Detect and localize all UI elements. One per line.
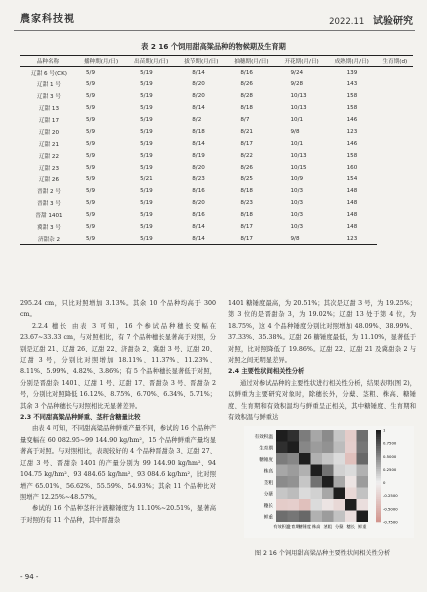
- paragraph: 由表 4 可知，不同甜高粱品种鲜重产量不同，参试的 16 个品种产量变幅在 60 082.95~99 144.90 kg/hm²，15 个品种鲜重产量均显著高于对照。与对照相比，表现较好的 4 个品种晋甜杂 3、辽甜 27、辽甜 3 号、晋甜杂 1401 的产量分别为 99 144.90 kg/hm²、94 104.75 kg/hm²、93 484.65 kg/hm²、93 084.6 kg/hm²，比对照增产 65.01%、56.62%、55.59%、54.93%；其余 11 个品种比对照增产 12.25%~48.57%。: [20, 425, 216, 501]
- color-scale-segment: [376, 471, 381, 474]
- table-cell: 123: [346, 128, 358, 135]
- issue-date: 2022.11: [329, 17, 365, 27]
- color-scale-segment: [376, 455, 381, 458]
- heatmap-cell: [322, 430, 334, 442]
- heatmap-row-label: 糖锤度: [259, 458, 273, 464]
- heatmap-row-label: 生育期: [259, 446, 273, 452]
- section-heading: 2.4 主要性状间相关性分析: [228, 368, 305, 376]
- table-cell: 8/23: [240, 200, 253, 207]
- heatmap-cell: [276, 488, 288, 500]
- table-cell: 5/19: [140, 69, 153, 76]
- variety-name-cell: 辽甜 22: [38, 153, 60, 160]
- table-cell: 5/9: [86, 128, 96, 135]
- heatmap-cell: [334, 499, 346, 511]
- color-scale-label: -0.5000: [383, 506, 398, 512]
- heatmap-cell: [299, 511, 311, 523]
- table-cell: 10/13: [290, 93, 307, 100]
- table-cell: 5/9: [86, 140, 96, 147]
- table-cell: 139: [346, 69, 358, 76]
- heatmap-cell: [357, 465, 369, 477]
- table-cell: 8/18: [240, 105, 253, 112]
- left-column: [20, 298, 216, 526]
- color-scale-segment: [376, 465, 381, 468]
- table-cell: 8/18: [240, 212, 253, 219]
- paragraph: 2.2.4 穗长 由表 3 可知，16 个参试品种穗长变幅在 23.67~33.33 cm，与对照相比，有 7 个品种穗长显著高于对照，分别是辽甜 21、辽甜 26、辽甜 22、济甜杂 2、冀甜 3 号、辽甜 20、辽甜 3 号，分别比对照增加 18.11%、11.37%、11.23%、8.11%、5.99%、4.82%、3.86%；有 5 个品种穗长显著低于对照，分别是晋甜杂 1401、辽甜 1 号、辽甜 17、晋甜杂 3 号、晋甜杂 2 号，分别比对照降低 16.12%、8.75%、6.70%、6.34%、5.71%；其余 3 个品种穗长与对照相比无显著差异。: [20, 322, 216, 410]
- color-scale-segment: [376, 432, 381, 435]
- heatmap-col-label: 株高: [312, 524, 321, 529]
- column-header: 播种期(月/日): [76, 56, 126, 67]
- table-cell: 5/21: [140, 176, 153, 183]
- heatmap-col-label: 穗长: [346, 524, 355, 529]
- heatmap-cell: [299, 499, 311, 511]
- heatmap-cell: [334, 465, 346, 477]
- table-cell: 10/9: [290, 176, 304, 183]
- heatmap-row-label: 株高: [263, 469, 273, 475]
- table-cell: 154: [346, 176, 358, 183]
- variety-name-cell: 晋甜 2 号: [37, 189, 61, 196]
- table-cell: 148: [346, 224, 358, 231]
- color-scale-segment: [376, 499, 381, 502]
- heatmap-cell: [357, 430, 369, 442]
- heatmap-cell: [288, 511, 300, 523]
- heatmap-cell: [345, 442, 357, 454]
- heatmap-cell: [276, 465, 288, 477]
- table-cell: 8/23: [192, 176, 205, 183]
- column-header: 品种名称: [20, 56, 76, 67]
- color-scale-segment: [376, 451, 381, 454]
- color-scale-segment: [376, 494, 381, 497]
- table-cell: 8/16: [240, 69, 253, 76]
- color-scale-segment: [376, 446, 381, 449]
- variety-name-cell: 辽甜 1 号: [37, 82, 61, 89]
- table-cell: 8/7: [240, 117, 250, 123]
- heatmap-row-label: 穗长: [263, 504, 273, 510]
- heatmap-cell: [288, 465, 300, 477]
- heatmap-cell: [311, 430, 323, 442]
- table-cell: 5/9: [86, 69, 96, 76]
- color-scale-segment: [376, 511, 381, 514]
- color-scale-segment: [376, 476, 381, 479]
- variety-name-cell: 辽甜 26: [38, 177, 60, 184]
- paragraph: 295.24 cm，只比对照增加 3.13%。其余 10 个品种均高于 300 cm。: [20, 300, 216, 319]
- heatmap-col-label: 茎粗: [323, 524, 332, 529]
- table-row: [20, 102, 413, 114]
- table-row: [20, 78, 413, 90]
- table-cell: 9/24: [290, 69, 304, 76]
- table-cell: 148: [346, 188, 358, 195]
- color-scale-segment: [376, 488, 381, 491]
- table-cell: 5/9: [86, 93, 96, 100]
- heatmap-cell: [299, 430, 311, 442]
- color-scale-segment: [376, 448, 381, 451]
- table-row: [20, 90, 413, 102]
- heatmap-cell: [345, 465, 357, 477]
- variety-name-cell: 辽甜 6 号(CK): [31, 70, 67, 77]
- table-cell: 5/9: [86, 188, 96, 195]
- heatmap-cell: [322, 442, 334, 454]
- table-row: [20, 185, 413, 197]
- table-row: [20, 138, 413, 150]
- heatmap-cell: [334, 430, 346, 442]
- paragraph: 参试的 16 个品种茎秆汁液糖锤度为 11.10%~20.51%，显著高于对照的有 11 个品种，其中晋甜杂: [20, 505, 216, 524]
- heatmap-cell: [357, 442, 369, 454]
- heatmap-cell: [288, 453, 300, 465]
- table-cell: 8/17: [240, 224, 253, 231]
- heatmap-cell: [334, 511, 346, 523]
- table-cell: 10/3: [290, 224, 304, 231]
- color-scale-segment: [376, 460, 381, 463]
- color-scale-label: 1: [383, 427, 386, 433]
- heatmap-cell: [311, 488, 323, 500]
- color-scale-segment: [376, 439, 381, 442]
- figure-caption: 图 2 16 个饲用甜高粱品种主要性状间相关性分析: [254, 550, 391, 557]
- heatmap-cell: [276, 499, 288, 511]
- table-cell: 8/2: [192, 117, 202, 123]
- table-cell: 10/1: [290, 117, 304, 123]
- table-cell: 10/3: [290, 200, 304, 207]
- table-cell: 8/16: [192, 212, 205, 219]
- color-scale-segment: [376, 430, 381, 433]
- table-cell: 8/14: [192, 105, 205, 112]
- table-cell: 8/18: [192, 128, 205, 135]
- variety-name-cell: 晋甜 3 号: [37, 201, 61, 208]
- heatmap-cell: [322, 488, 334, 500]
- table-cell: 8/17: [226, 233, 276, 245]
- table-cell: 8/26: [240, 164, 253, 171]
- heatmap-cell: [299, 465, 311, 477]
- heatmap-cell: [299, 488, 311, 500]
- heatmap-cell: [276, 476, 288, 488]
- column-header: 出苗期(月/日): [126, 56, 176, 67]
- table-cell: 5/19: [140, 164, 153, 171]
- color-scale-segment: [376, 492, 381, 495]
- heatmap-cell: [322, 453, 334, 465]
- heatmap-cell: [288, 442, 300, 454]
- color-scale-segment: [376, 462, 381, 465]
- heatmap-cell: [311, 442, 323, 454]
- table-cell: 158: [346, 152, 358, 159]
- heatmap-cell: [299, 453, 311, 465]
- color-scale-segment: [376, 513, 381, 516]
- heatmap-cell: [299, 476, 311, 488]
- heatmap-cell: [334, 453, 346, 465]
- table-cell: 8/20: [192, 200, 205, 207]
- color-scale-segment: [376, 483, 381, 486]
- page-number: - 94 -: [20, 573, 39, 581]
- table-cell: 10/1: [290, 140, 304, 147]
- right-column: [228, 298, 416, 423]
- table-row: [20, 114, 413, 126]
- heatmap-cell: [322, 465, 334, 477]
- table-cell: 5/19: [140, 224, 153, 231]
- color-scale-label: -0.7500: [383, 519, 398, 525]
- table-cell: 8/22: [240, 152, 253, 159]
- table-header-row: [20, 56, 413, 67]
- table-cell: 8/28: [240, 93, 253, 100]
- table-cell: 5/9: [86, 224, 96, 231]
- table-cell: 9/8: [290, 128, 300, 135]
- table-cell: 8/18: [240, 188, 253, 195]
- table-row: [20, 197, 413, 209]
- heatmap-cell: [345, 453, 357, 465]
- table-cell: 143: [346, 81, 358, 88]
- table-cell: 10/3: [290, 188, 304, 195]
- heatmap-cell: [357, 511, 369, 523]
- table-cell: 8/21: [240, 128, 253, 135]
- paragraph: 通过对参试品种的主要性状进行相关性分析，结果表明(图 2)，以鲜重为主要研究对象时，除穗长外，分蘖、茎粗、株高、糖锤度、生育期和有效积温均与鲜重呈正相关，其中糖锤度、生育期和有效积温与鲜重达: [228, 379, 416, 422]
- variety-name-cell: 冀甜 3 号: [37, 225, 61, 232]
- table-cell: 5/19: [126, 233, 176, 245]
- table-cell: 8/20: [192, 164, 205, 171]
- table-cell: 5/9: [86, 164, 96, 171]
- variety-name-cell: 晋甜 1401: [35, 213, 63, 220]
- table-cell: 5/9: [86, 105, 96, 112]
- heatmap-col-label: 生育期: [286, 524, 300, 529]
- table-cell: 10/15: [290, 164, 307, 171]
- table-cell: 5/9: [86, 176, 96, 183]
- paragraph: 1401 糖锤度最高，为 20.51%；其次是辽甜 3 号，为 19.25%；第 3 位的是晋甜杂 3，为 19.02%；辽甜 13 处于第 4 位，为 18.75%，这 4 个品种锤度分别比对照增加 48.09%、38.99%、37.33%、35.38%。辽甜 26 糖锤度最低，为 11.10%，显著低于对照，比对照降低了 19.86%。辽甜 22、辽甜 21 及冀甜杂 2 与对照之间无明显差异。: [228, 300, 416, 365]
- heatmap-cell: [322, 499, 334, 511]
- color-scale-label: 0.5000: [383, 453, 397, 459]
- color-scale-segment: [376, 501, 381, 504]
- heatmap-cell: [345, 430, 357, 442]
- heatmap-col-label: 分蘖: [335, 524, 344, 529]
- table-cell: 9/28: [290, 81, 304, 88]
- column-header: 开花期(月/日): [277, 56, 327, 67]
- table-cell: 148: [346, 212, 358, 219]
- table-caption: 表 2 16 个饲用甜高粱品种的物候期及生育期: [141, 42, 286, 51]
- table-cell: 5/19: [140, 81, 153, 88]
- column-header: 拔节期(月/日): [176, 56, 226, 67]
- color-scale-segment: [376, 481, 381, 484]
- table-row: [20, 233, 413, 245]
- heatmap-cell: [311, 453, 323, 465]
- heatmap-cell: [345, 511, 357, 523]
- color-scale-segment: [376, 444, 381, 447]
- heatmap-cell: [334, 488, 346, 500]
- table-cell: 10/13: [290, 105, 307, 112]
- heatmap-cell: [345, 499, 357, 511]
- heatmap-cell: [357, 453, 369, 465]
- color-scale-segment: [376, 467, 381, 470]
- color-scale-label: 0.7500: [383, 440, 397, 446]
- table-cell: 123: [327, 233, 377, 245]
- table-cell: 5/19: [140, 140, 153, 147]
- table-cell: 8/14: [192, 224, 205, 231]
- heatmap-cell: [311, 465, 323, 477]
- heatmap-cell: [288, 430, 300, 442]
- table-cell: 10/3: [290, 212, 304, 219]
- table-cell: 160: [346, 164, 358, 171]
- color-scale-segment: [376, 437, 381, 440]
- table-cell: 8/14: [192, 69, 205, 76]
- color-scale-segment: [376, 474, 381, 477]
- section-heading: 2.3 不同甜高粱品种鲜重、茎秆含糖量比较: [20, 414, 141, 422]
- heatmap-cell: [288, 499, 300, 511]
- heatmap-col-label: 鲜重: [358, 524, 367, 529]
- table-cell: 5/19: [140, 188, 153, 195]
- table-cell: 8/25: [240, 176, 253, 183]
- heatmap-cell: [288, 476, 300, 488]
- header-issue: [329, 12, 413, 27]
- table-row: [20, 174, 413, 186]
- table-cell: 8/20: [192, 81, 205, 88]
- table-cell: 5/9: [86, 117, 96, 123]
- heatmap-row-label: 有效积温: [254, 435, 273, 441]
- table-cell: 5/19: [140, 152, 153, 159]
- variety-name-cell: 辽甜 17: [38, 118, 60, 124]
- table-cell: 146: [346, 140, 358, 147]
- column-header: 生育期(d): [377, 56, 413, 67]
- table-cell: 8/16: [192, 188, 205, 195]
- color-scale-segment: [376, 508, 381, 511]
- table-row: [20, 67, 413, 79]
- table-cell: 8/19: [192, 152, 205, 159]
- color-scale-segment: [376, 490, 381, 493]
- table-cell: 5/19: [140, 212, 153, 219]
- color-scale-segment: [376, 515, 381, 518]
- color-scale-segment: [376, 469, 381, 472]
- heatmap-cell: [345, 476, 357, 488]
- color-scale-label: 0.2500: [383, 466, 397, 472]
- table-cell: 148: [346, 200, 358, 207]
- column-header: 抽穗期(月/日): [226, 56, 276, 67]
- color-scale-segment: [376, 435, 381, 438]
- color-scale-segment: [376, 485, 381, 488]
- table-cell: 5/9: [86, 81, 96, 88]
- table-row: [20, 150, 413, 162]
- color-scale-segment: [376, 520, 381, 523]
- color-scale-segment: [376, 478, 381, 481]
- table-cell: 5/9: [86, 200, 96, 207]
- heatmap-row-label: 分蘖: [263, 492, 273, 498]
- variety-name-cell: 辽甜 13: [38, 106, 60, 113]
- color-scale-label: -0.2500: [383, 493, 398, 499]
- phenology-table: [20, 55, 413, 245]
- table-cell: 5/19: [140, 200, 153, 207]
- color-scale-segment: [376, 453, 381, 456]
- table-cell: 146: [346, 117, 358, 123]
- heatmap-cell: [357, 476, 369, 488]
- journal-logo: 農家科技視: [20, 14, 75, 25]
- heatmap-cell: [322, 511, 334, 523]
- heatmap-cell: [357, 499, 369, 511]
- variety-name-cell: 辽甜 3 号: [37, 94, 61, 101]
- color-scale-segment: [376, 517, 381, 520]
- table-row: [20, 126, 413, 138]
- heatmap-cell: [311, 511, 323, 523]
- heatmap-col-label: 糖锤度: [298, 524, 312, 529]
- heatmap-cell: [334, 476, 346, 488]
- heatmap-cell: [276, 453, 288, 465]
- table-cell: 8/26: [240, 81, 253, 88]
- heatmap-cell: [276, 511, 288, 523]
- heatmap-cell: [311, 476, 323, 488]
- table-body: [20, 67, 413, 245]
- heatmap-cell: [311, 499, 323, 511]
- table-cell: 5/19: [140, 128, 153, 135]
- heatmap-row-label: 鲜重: [263, 515, 273, 521]
- table-cell: 5/19: [140, 93, 153, 100]
- variety-name-cell: 济甜杂 2: [20, 233, 76, 245]
- heatmap-cell: [345, 488, 357, 500]
- heatmap-col-label: 有效积温: [273, 524, 291, 529]
- table-row: [20, 221, 413, 233]
- table-cell: 10/13: [290, 152, 307, 159]
- table-cell: 8/17: [240, 140, 253, 147]
- color-scale-segment: [376, 442, 381, 445]
- heatmap-cell: [357, 488, 369, 500]
- table-row: [20, 209, 413, 221]
- column-header: 成熟期(月/日): [327, 56, 377, 67]
- heatmap-cell: [322, 476, 334, 488]
- table-cell: 5/19: [140, 117, 153, 123]
- correlation-heatmap-figure: [244, 426, 414, 538]
- table-cell: 9/8: [277, 233, 327, 245]
- heatmap-cell: [276, 430, 288, 442]
- color-scale-segment: [376, 497, 381, 500]
- variety-name-cell: 辽甜 21: [38, 141, 60, 148]
- table-cell: 158: [346, 93, 358, 100]
- table-cell: 8/14: [192, 140, 205, 147]
- color-scale-label: 0: [383, 480, 386, 486]
- color-scale-segment: [376, 458, 381, 461]
- header-divider: [14, 30, 415, 31]
- variety-name-cell: 辽甜 20: [38, 129, 60, 136]
- table-cell: 5/9: [86, 212, 96, 219]
- table-cell: 5/9: [76, 233, 126, 245]
- heatmap-cell: [288, 488, 300, 500]
- color-scale-segment: [376, 506, 381, 509]
- heatmap-cell: [334, 442, 346, 454]
- color-scale-segment: [376, 504, 381, 507]
- heatmap-cell: [276, 442, 288, 454]
- table-cell: 158: [346, 105, 358, 112]
- section-title: 试验研究: [373, 16, 413, 27]
- table-cell: 5/19: [140, 105, 153, 112]
- correlation-heatmap: [244, 426, 414, 538]
- heatmap-cell: [299, 442, 311, 454]
- table-cell: 8/20: [192, 93, 205, 100]
- variety-name-cell: 辽甜 23: [38, 165, 60, 172]
- table-cell: 5/9: [86, 152, 96, 159]
- table-row: [20, 162, 413, 174]
- heatmap-row-label: 茎粗: [263, 481, 273, 487]
- table-cell: 8/14: [176, 233, 226, 245]
